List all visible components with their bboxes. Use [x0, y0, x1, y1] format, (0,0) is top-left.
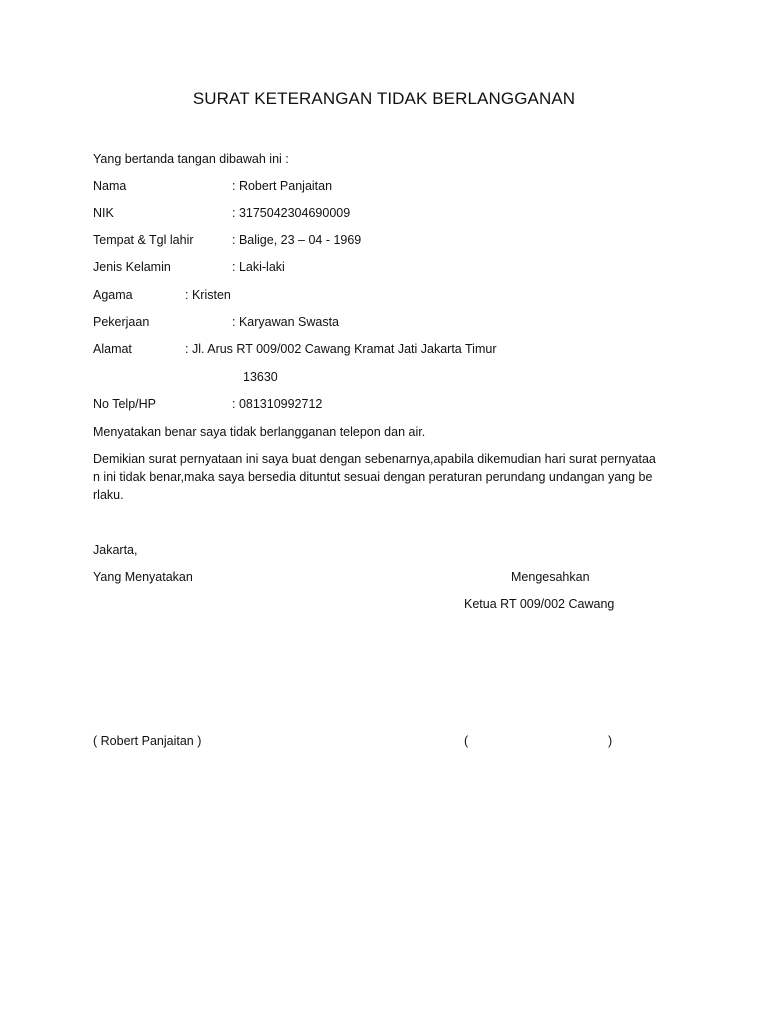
closing-line-3: rlaku.	[93, 488, 124, 502]
field-label-ttl: Tempat & Tgl lahir	[93, 233, 194, 247]
place-date: Jakarta,	[93, 543, 138, 557]
closing-line-2: n ini tidak benar,maka saya bersedia dituntut sesuai dengan peraturan perundang undangan yang be	[93, 470, 653, 484]
approver-title: Ketua RT 009/002 Cawang	[464, 597, 615, 611]
field-label-telp: No Telp/HP	[93, 397, 156, 411]
field-label-pekerjaan: Pekerjaan	[93, 315, 150, 329]
signer-name: ( Robert Panjaitan )	[93, 734, 202, 748]
field-label-agama: Agama	[93, 288, 133, 302]
approver-name-close: )	[608, 734, 613, 748]
field-value-alamat: : Jl. Arus RT 009/002 Cawang Kramat Jati Jakarta Timur	[185, 342, 497, 356]
field-value-ttl: : Balige, 23 – 04 - 1969	[232, 233, 362, 247]
intro-text: Yang bertanda tangan dibawah ini :	[93, 152, 289, 166]
field-value-telp: : 081310992712	[232, 397, 323, 411]
field-value-postal-code: 13630	[243, 370, 278, 384]
signer-label: Yang Menyatakan	[93, 570, 193, 584]
page-title: SURAT KETERANGAN TIDAK BERLANGGANAN	[192, 89, 576, 108]
field-label-nik: NIK	[93, 206, 114, 220]
field-label-nama: Nama	[93, 179, 127, 193]
statement-text: Menyatakan benar saya tidak berlangganan telepon dan air.	[93, 425, 426, 439]
approver-name-open: (	[464, 734, 469, 748]
closing-line-1: Demikian surat pernyataan ini saya buat dengan sebenarnya,apabila dikemudian hari surat pernyataa	[93, 452, 656, 466]
field-label-jenis-kelamin: Jenis Kelamin	[93, 260, 171, 274]
field-value-nama: : Robert Panjaitan	[232, 179, 333, 193]
field-value-pekerjaan: : Karyawan Swasta	[232, 315, 339, 329]
approver-label: Mengesahkan	[511, 570, 590, 584]
field-label-alamat: Alamat	[93, 342, 132, 356]
field-value-jenis-kelamin: : Laki-laki	[232, 260, 285, 274]
field-value-agama: : Kristen	[185, 288, 231, 302]
field-value-nik: : 3175042304690009	[232, 206, 351, 220]
